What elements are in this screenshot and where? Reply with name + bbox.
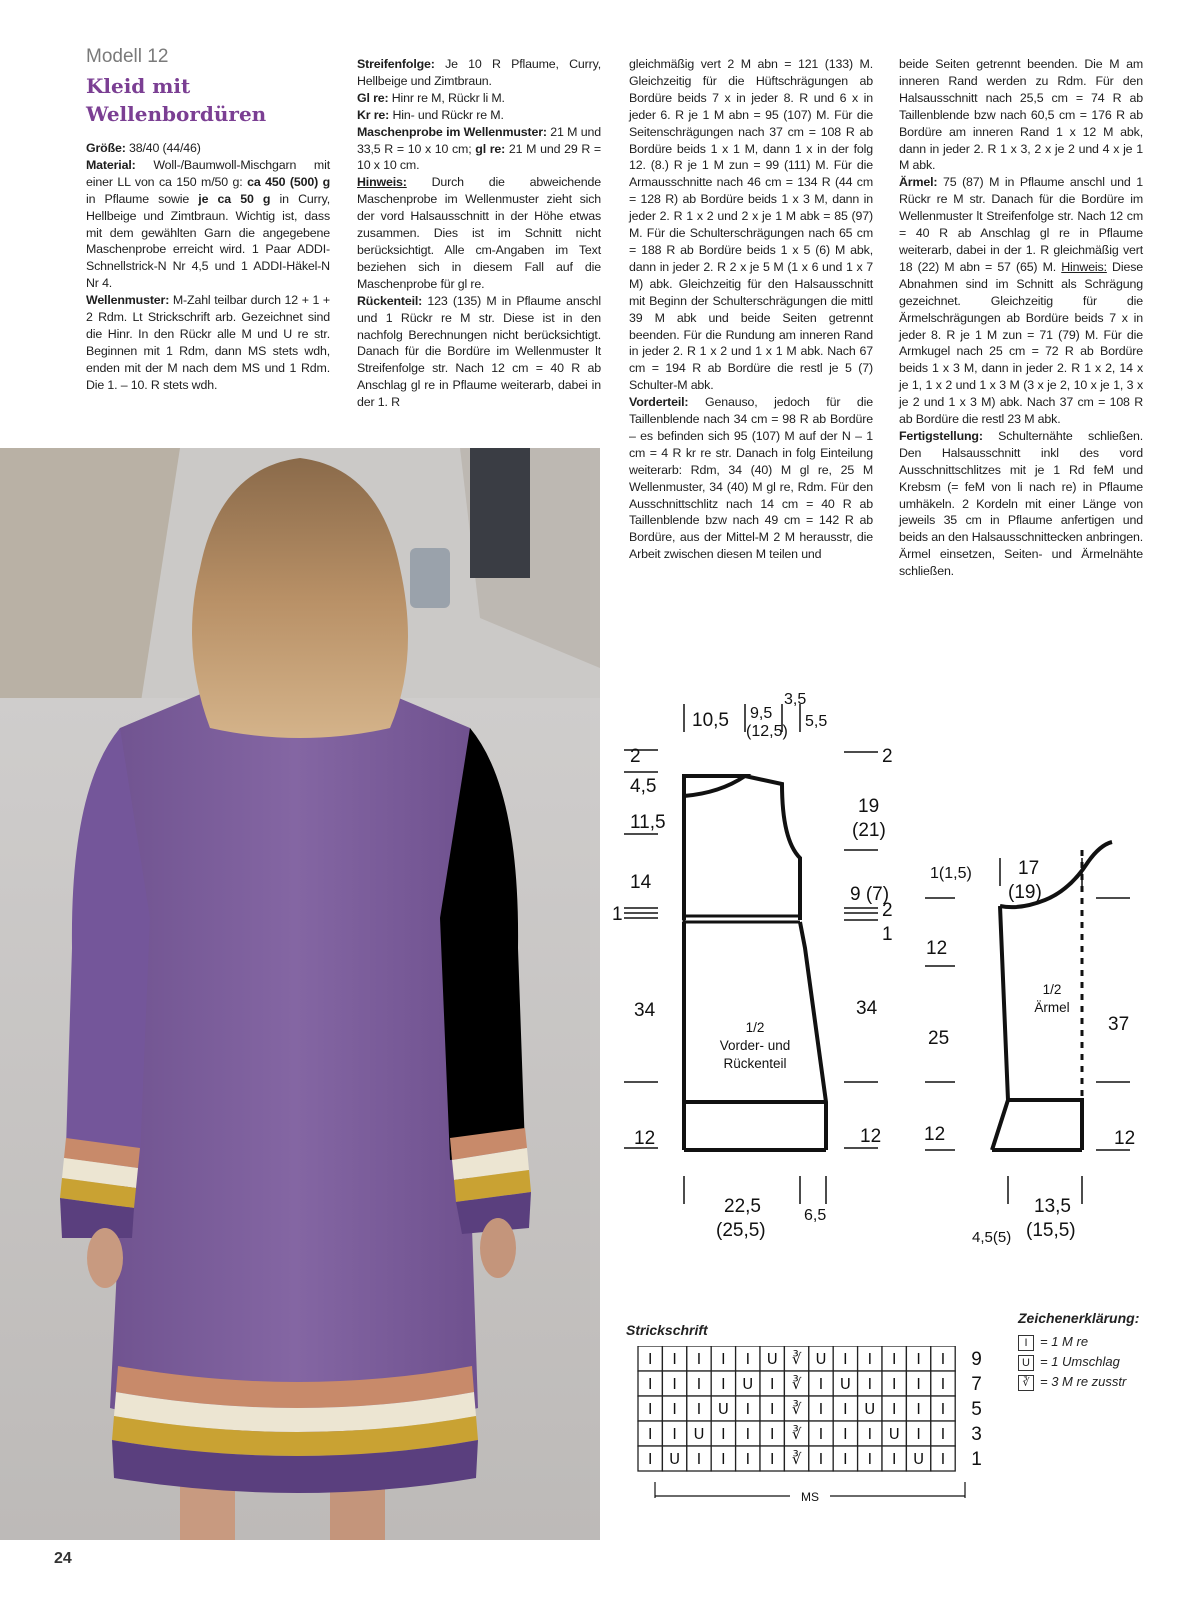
sleeve-label-fraction: 1/2 bbox=[1042, 982, 1062, 997]
chart-symbol: I bbox=[940, 1425, 946, 1443]
chart-symbol: U bbox=[742, 1375, 754, 1393]
chart-symbol: I bbox=[843, 1350, 848, 1368]
neckline bbox=[684, 776, 745, 796]
legend-item-yarnover bbox=[1018, 1354, 1120, 1372]
text: Je 10 R Pflaume, Curry, Hellbeige und Zimtbraun. bbox=[357, 57, 601, 88]
label: Streifenfolge: bbox=[357, 57, 435, 71]
chart-symbol: I bbox=[647, 1400, 653, 1418]
body-label-fraction: 1/2 bbox=[745, 1020, 765, 1035]
paragraph-rueckenteil-cont bbox=[629, 56, 873, 394]
chart-symbol: I bbox=[672, 1375, 677, 1393]
page-number: 24 bbox=[54, 1550, 72, 1567]
text: in Curry, Hellbeige und Zimtbraun. Wichtig ist, dass mit dem gewählten Garn die angegebene Maschenprobe erreicht wird. 1 Paar ADDI-Schnellstrick-N Nr 4,5 und 1 ADDI-Häkel-N Nr 4. bbox=[86, 191, 330, 291]
chart-symbol: ∛ bbox=[791, 1375, 802, 1393]
chart-symbol: I bbox=[818, 1375, 824, 1393]
text: Hinr re M, Rückr li M. bbox=[388, 90, 505, 105]
paragraph-wellenmuster bbox=[86, 292, 330, 393]
pattern-schematic bbox=[600, 680, 1160, 1260]
body-label-line3: Rückenteil bbox=[723, 1056, 787, 1071]
paragraph-vorderteil bbox=[629, 394, 873, 563]
legend-title: Zeichenerklärung: bbox=[1018, 1310, 1140, 1326]
text-column-4 bbox=[899, 56, 1143, 580]
text: Hin- und Rückr re M. bbox=[389, 107, 504, 122]
text-bold: ca 450 (500) g bbox=[247, 174, 330, 189]
chart-symbol: I bbox=[867, 1450, 873, 1468]
sleeve-body bbox=[992, 906, 1082, 1150]
chart-symbol: I bbox=[891, 1450, 897, 1468]
dim-right-34: 34 bbox=[856, 998, 878, 1019]
model-label: Modell 12 bbox=[86, 46, 169, 67]
text: Diese Abnahmen sind im Schnitt als Schrägung gezeichnet. Gleichzeitig für die Ärmelschrägungen ab Bordüre beids 7 x in jeder 8. R je 1 M zun = 71 (79) M. Für die Armkugel nach 25 cm = 72 R ab Bordüre beids 1 x 3 M, dann in jeder 2. R 1 x 2, 14 x je 1, 1 x 2 und 1 x 3 M (3 x je 2, 10 x je 1, 3 x je 2 und 1 x 3 M) abk. Nach 37 cm = 108 R ab Bordüre die restl 23 M abk. bbox=[899, 259, 1143, 427]
chart-symbol: I bbox=[867, 1425, 873, 1443]
dim-sleeve-1: 1(1,5) bbox=[930, 865, 972, 882]
chart-symbol: I bbox=[769, 1425, 775, 1443]
chart-symbol: U bbox=[766, 1350, 778, 1368]
dim-top-c: (12,5) bbox=[746, 723, 788, 740]
dim-bottom-255: (25,5) bbox=[716, 1220, 766, 1241]
chart-symbol: I bbox=[916, 1425, 921, 1443]
chart-symbol: I bbox=[696, 1375, 702, 1393]
chart-symbol: I bbox=[818, 1400, 824, 1418]
dim-right-19: 19 bbox=[858, 796, 880, 817]
chart-symbol: I bbox=[769, 1375, 775, 1393]
chart-row-label: 3 bbox=[971, 1424, 982, 1445]
paragraph-maschenprobe bbox=[357, 124, 601, 175]
label-material: Material: bbox=[86, 157, 136, 172]
chart-symbol: I bbox=[891, 1375, 897, 1393]
dress-illustration bbox=[0, 448, 600, 1540]
legend-text: = 1 M re bbox=[1040, 1334, 1089, 1349]
chart-symbol: I bbox=[891, 1400, 897, 1418]
dim-sleeve-12a: 12 bbox=[926, 938, 948, 959]
dim-sleeve-155: (15,5) bbox=[1026, 1220, 1076, 1241]
chart-symbol: ∛ bbox=[791, 1400, 802, 1418]
text-bold: je ca 50 g bbox=[198, 191, 271, 206]
label: gl re: bbox=[475, 141, 506, 156]
chart-symbol: ∛ bbox=[791, 1450, 802, 1468]
chart-symbol: I bbox=[916, 1350, 921, 1368]
dim-right-9: 9 (7) bbox=[850, 884, 890, 905]
dim-top-e: 5,5 bbox=[805, 713, 828, 730]
legend-symbol: U bbox=[1018, 1355, 1034, 1371]
dim-bottom-225: 22,5 bbox=[724, 1196, 761, 1217]
dim-left-2: 2 bbox=[630, 746, 641, 767]
chart-symbol: I bbox=[672, 1400, 677, 1418]
chart-symbol: I bbox=[745, 1425, 751, 1443]
dim-sleeve-37: 37 bbox=[1108, 1014, 1130, 1035]
chart-symbol: I bbox=[818, 1450, 824, 1468]
dim-left-12: 12 bbox=[634, 1128, 656, 1149]
dim-right-21: (21) bbox=[852, 820, 886, 841]
dress-photo bbox=[0, 448, 600, 1540]
paragraph-vorderteil-cont bbox=[899, 56, 1143, 174]
text: gleichmäßig vert 2 M abn = 121 (133) M. Gleichzeitig für die Hüftschrägungen ab Bordüre beids 7 x in jeder 8. R und 6 x in jeder 6. R je 1 M abn = 95 (107) M. Für die Seitenschrägungen nach 37 cm = 108 R ab Bordüre beids 1 x 1 M, dann 1 x in der folg 12. (8.) R je 1 M zun = 99 (111) M. Für die Armausschnitte nach 46 cm = 134 R (44 cm = 128 R) ab Bordüre beids 1 x 3 M, dann in jeder 2. R 1 x 2 und 2 x je 1 M abk = 85 (97) M. Für die Schulterschrägungen nach 65 cm = 188 R ab Bordüre beids 1 x 5 (6) M abk, dann in jeder 2. R 2 x je 5 M (1 x 6 und 1 x 7 M) abk. Gleichzeitig für den Halsausschnitt mit Beginn der Schulterschrägungen die mittl 39 M abk und beide Seiten getrennt beenden. Für die Rundung am inneren Rand in jeder 2. R 1 x 2 und 1 x 1 M abk. Nach 67 cm = 194 R ab Bordüre die restl je 5 (7) Schulter-M abk. bbox=[629, 57, 873, 393]
label: Ärmel: bbox=[899, 175, 938, 190]
body-armhole bbox=[745, 776, 800, 920]
dim-top-d: 3,5 bbox=[784, 691, 807, 708]
dim-sleeve-45: 4,5(5) bbox=[972, 1229, 1012, 1246]
chart-symbol: I bbox=[940, 1350, 946, 1368]
chart-row-label: 9 bbox=[971, 1349, 982, 1370]
text-column-3 bbox=[629, 56, 873, 563]
chart-row-label: 1 bbox=[971, 1449, 982, 1470]
chart-symbol: I bbox=[647, 1450, 653, 1468]
chart-symbol: ∛ bbox=[791, 1350, 802, 1368]
chart-symbol: I bbox=[647, 1350, 653, 1368]
chart-symbol: I bbox=[818, 1425, 824, 1443]
label-groesse: Größe: bbox=[86, 141, 126, 155]
legend-text: = 1 Umschlag bbox=[1040, 1354, 1120, 1369]
chart-symbol: I bbox=[843, 1450, 848, 1468]
dim-top-a: 10,5 bbox=[692, 710, 729, 731]
chart-symbol: U bbox=[669, 1450, 681, 1468]
chart-symbol: I bbox=[721, 1375, 726, 1393]
chart-symbol: I bbox=[745, 1450, 751, 1468]
label: Rückenteil: bbox=[357, 293, 423, 308]
dim-sleeve-12c: 12 bbox=[1114, 1128, 1136, 1149]
legend-text: = 3 M re zusstr bbox=[1040, 1374, 1127, 1389]
label: Hinweis: bbox=[1061, 259, 1107, 274]
text: beide Seiten getrennt beenden. Die M am inneren Rand werden zu Rdm. Für den Halsausschnitt nach 25,5 cm = 74 R ab Taillenblende bzw nach 60,5 cm = 176 R ab Bordüre am inneren Rand 1 x 12 M abk, dann in jeder 2. R 1 x 3, 2 x je 2 und 4 x je 1 M abk. bbox=[899, 57, 1143, 173]
chart-symbol: I bbox=[672, 1350, 677, 1368]
knitting-chart bbox=[630, 1346, 1010, 1516]
dim-left-115: 11,5 bbox=[630, 812, 666, 833]
legend-symbol: ∛ bbox=[1018, 1375, 1034, 1391]
chart-symbol: I bbox=[867, 1375, 873, 1393]
label: Gl re: bbox=[357, 90, 389, 105]
chart-symbol: I bbox=[696, 1400, 702, 1418]
chart-symbol: U bbox=[717, 1400, 729, 1418]
text: Genauso, jedoch für die Taillenblende nach 34 cm = 98 R ab Bordüre – es befinden sich 95 (107) M auf der N – 1 cm = 4 R kr re str. Danach in folg Einteilung weiterarb: Rdm, 34 (40) M gl re, 25 M Wellenmuster, 34 (40) M gl re, Rdm. Für den Ausschnittschlitz nach 14 cm = 40 R ab Taillenblende bzw nach 49 cm = 142 R ab Bordüre, aus der Mittel-M 2 M herausstr, die Arbeit zwischen diesen M teilen und bbox=[629, 395, 873, 562]
legend-item-knit bbox=[1018, 1334, 1088, 1352]
label: Fertigstellung: bbox=[899, 428, 983, 443]
paragraph-streifen bbox=[357, 56, 601, 90]
chart-symbol: I bbox=[916, 1375, 921, 1393]
chart-symbol: U bbox=[693, 1425, 705, 1443]
chart-symbol: I bbox=[867, 1350, 873, 1368]
chart-symbol: I bbox=[745, 1400, 751, 1418]
dim-sleeve-19: (19) bbox=[1008, 882, 1042, 903]
page-title-line2: Wellenbordüren bbox=[86, 102, 267, 126]
chart-symbol: I bbox=[647, 1375, 653, 1393]
paragraph-rueckenteil bbox=[357, 293, 601, 411]
sleeve-label-name: Ärmel bbox=[1034, 1000, 1070, 1015]
body-side bbox=[800, 922, 826, 1150]
chart-symbol: I bbox=[843, 1400, 848, 1418]
paragraph-material bbox=[86, 157, 330, 292]
chart-symbol: I bbox=[940, 1375, 946, 1393]
label: Maschenprobe im Wellenmuster: bbox=[357, 124, 547, 139]
dim-left-1: 1 bbox=[612, 904, 623, 925]
chart-symbol: I bbox=[940, 1450, 946, 1468]
paragraph-krre bbox=[357, 107, 601, 124]
text-column-1 bbox=[86, 140, 330, 394]
text: in Pflaume sowie bbox=[86, 191, 199, 206]
chart-symbol: ∛ bbox=[791, 1425, 802, 1443]
text: 21 M und 33,5 R = 10 x 10 cm; bbox=[357, 124, 601, 156]
chart-title: Strickschrift bbox=[626, 1322, 708, 1338]
chart-symbol: U bbox=[913, 1450, 925, 1468]
label: Vorderteil: bbox=[629, 395, 689, 410]
label-wellenmuster: Wellenmuster: bbox=[86, 293, 170, 308]
chart-symbol: I bbox=[769, 1400, 775, 1418]
dim-sleeve-135: 13,5 bbox=[1034, 1196, 1071, 1217]
dim-top-b: 9,5 bbox=[750, 705, 773, 722]
legend-item-k3tog bbox=[1018, 1374, 1126, 1392]
label: Kr re: bbox=[357, 107, 390, 122]
paragraph-aermel bbox=[899, 174, 1143, 428]
text: 75 (87) M in Pflaume anschl und 1 Rückr re M str. Danach für die Bordüre im Wellenmuster lt Streifenfolge str. Nach 12 cm = 40 R ab Anschlag gl re in Pflaume weiterarb, dabei in der 1. R gleichmäßig vert 18 (22) M abn = 57 (65) M. bbox=[899, 175, 1143, 274]
dim-right-2b: 2 bbox=[882, 900, 893, 921]
chart-grid bbox=[638, 1346, 982, 1471]
dim-bottom-65: 6,5 bbox=[804, 1207, 827, 1224]
chart-symbol: I bbox=[647, 1425, 653, 1443]
chart-symbol: I bbox=[916, 1400, 921, 1418]
dim-sleeve-12b: 12 bbox=[924, 1124, 946, 1145]
body-label-line2: Vorder- und bbox=[719, 1038, 791, 1053]
paragraph-groesse bbox=[86, 140, 330, 157]
chart-symbol: I bbox=[672, 1425, 677, 1443]
chart-row-label: 5 bbox=[971, 1399, 982, 1420]
page-title: Kleid mit bbox=[86, 74, 191, 98]
chart-symbol: I bbox=[696, 1450, 702, 1468]
chart-symbol: U bbox=[839, 1375, 851, 1393]
text: Durch die abweichende Maschenprobe im Wellenmuster zieht sich der vord Halsausschnitt in der Höhe etwas zusammen. Dies ist im Schnitt nicht berücksichtigt. Alle cm-Angaben im Text beziehen sich in diesem Fall auf die Maschenprobe für gl re. bbox=[357, 175, 601, 291]
waistband bbox=[684, 916, 800, 922]
dim-sleeve-25: 25 bbox=[928, 1028, 950, 1049]
dim-left-34: 34 bbox=[634, 1000, 656, 1021]
chart-symbol: I bbox=[843, 1425, 848, 1443]
dim-right-2: 2 bbox=[882, 746, 893, 767]
chart-symbol: I bbox=[891, 1350, 897, 1368]
paragraph-glre bbox=[357, 90, 601, 107]
chart-symbol: U bbox=[864, 1400, 876, 1418]
chart-symbol: U bbox=[888, 1425, 900, 1443]
text: 123 (135) M in Pflaume anschl und 1 Rückr re M str. Diese ist in den nachfolg Berechnungen nicht berücksichtigt. Danach für die Bordüre im Wellenmuster lt Streifenfolge str. Nach 12 cm = 40 R ab Anschlag gl re in Pflaume weiterarb, dabei in der 1. R bbox=[357, 293, 601, 410]
dim-right-1: 1 bbox=[882, 924, 893, 945]
label: Hinweis: bbox=[357, 175, 407, 190]
chart-symbol: I bbox=[696, 1350, 702, 1368]
dim-right-12: 12 bbox=[860, 1126, 882, 1147]
dim-left-14: 14 bbox=[630, 872, 652, 893]
text: 21 M und 29 R = 10 x 10 cm. bbox=[357, 141, 601, 173]
text: Woll-/Baumwoll-Mischgarn mit einer LL von ca 150 m/50 g: bbox=[86, 157, 330, 189]
chart-symbol: I bbox=[721, 1450, 726, 1468]
dim-left-45: 4,5 bbox=[630, 776, 657, 797]
chart-symbol: I bbox=[721, 1350, 726, 1368]
text: Schulternähte schließen. Den Halsausschnitt inkl des vord Ausschnittschlitzes mit je 1 Rd feM und Krebsm (= feM von li nach re) in Pflaume umhäkeln. 2 Kordeln mit einer Länge von jeweils 35 cm in Pflaume anfertigen und beids an den Halsausschnittecken anbringen. Ärmel einsetzen, Seiten- und Ärmelnähte schließen. bbox=[899, 428, 1143, 579]
value-groesse: 38/40 (44/46) bbox=[125, 141, 201, 155]
chart-symbol: I bbox=[721, 1425, 726, 1443]
paragraph-fertigstellung bbox=[899, 428, 1143, 580]
chart-symbol: U bbox=[815, 1350, 827, 1368]
ms-label: MS bbox=[801, 1490, 819, 1504]
chart-row-label: 7 bbox=[971, 1374, 982, 1395]
legend-symbol: I bbox=[1018, 1335, 1034, 1351]
dim-sleeve-17: 17 bbox=[1018, 858, 1040, 879]
text: M-Zahl teilbar durch 12 + 1 + 2 Rdm. Lt Strickschrift arb. Gezeichnet sind die Hinr. In den Rückr alle M und U re str. Beginnen mit 1 Rdm, dann MS stets wdh, enden mit der M nach dem MS und 1 Rdm. Die 1. – 10. R stets wdh. bbox=[86, 293, 330, 392]
chart-symbol: I bbox=[940, 1400, 946, 1418]
text-column-2 bbox=[357, 56, 601, 411]
chart-symbol: I bbox=[769, 1450, 775, 1468]
chart-symbol: I bbox=[745, 1350, 751, 1368]
paragraph-hinweis bbox=[357, 174, 601, 292]
